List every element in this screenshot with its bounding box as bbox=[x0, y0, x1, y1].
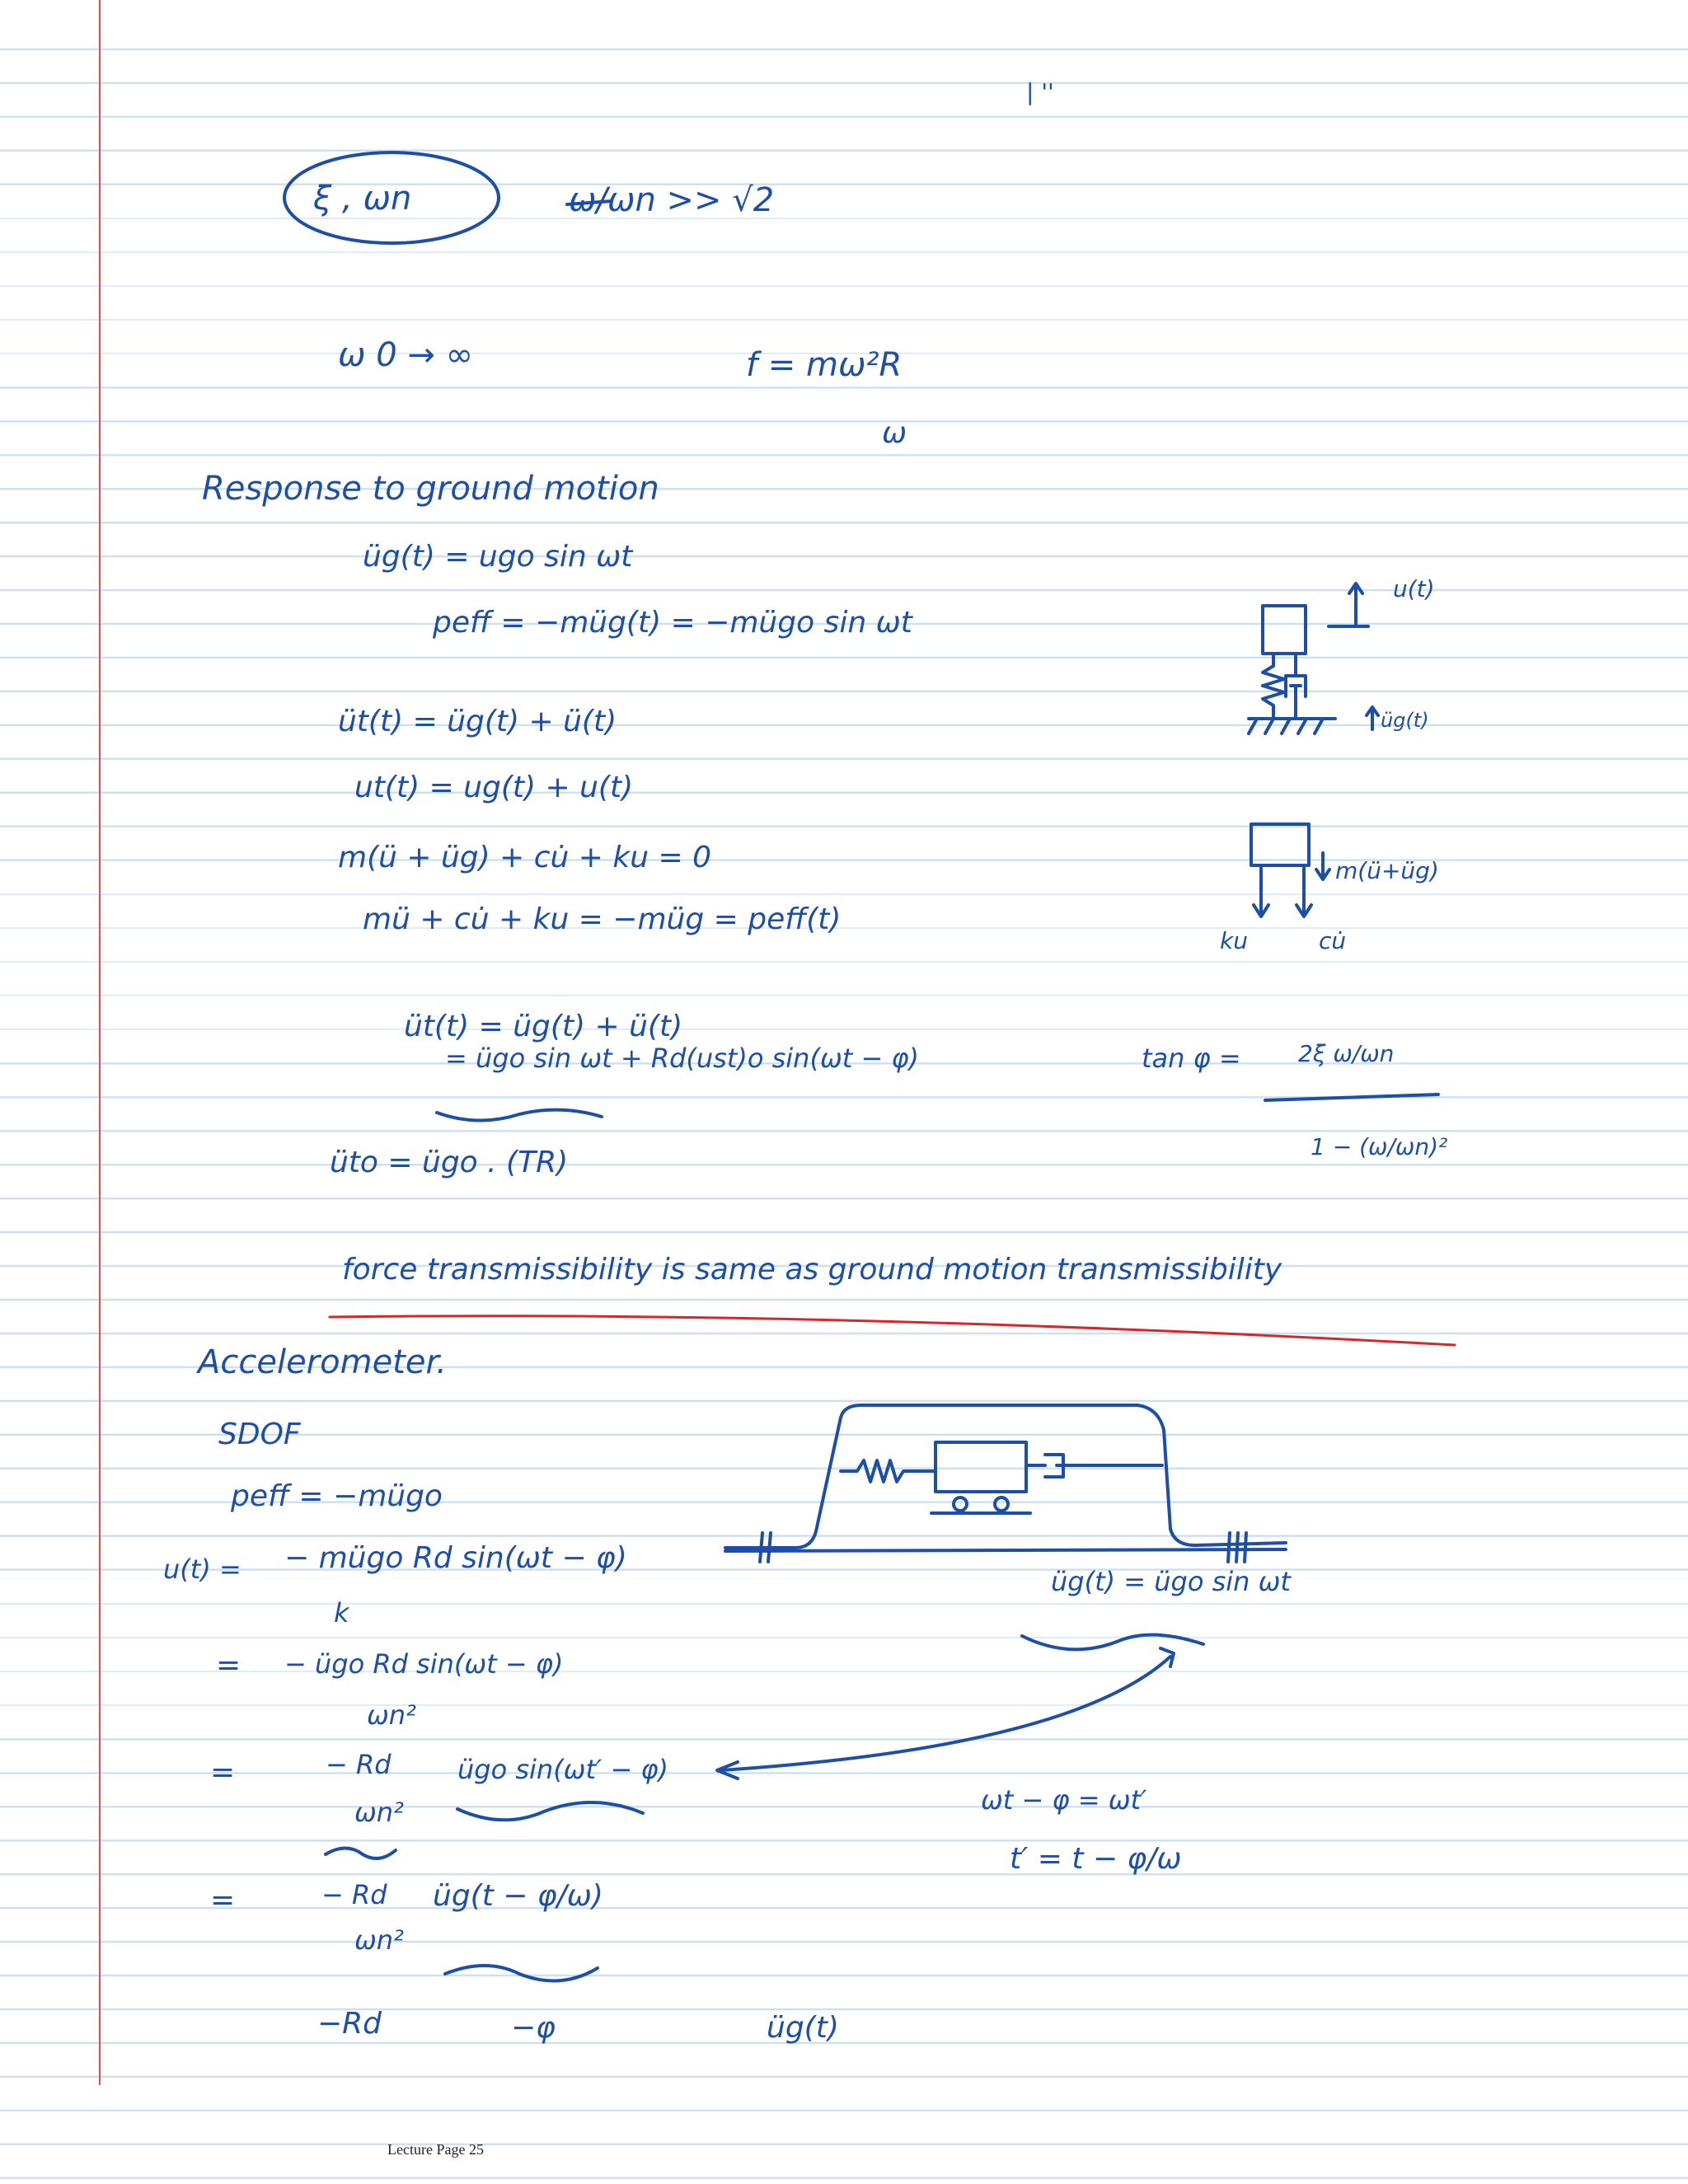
fbd-damper-force bbox=[1296, 865, 1311, 916]
accel-wheel-left bbox=[954, 1497, 967, 1511]
circled-params: ξ , ωn bbox=[313, 180, 412, 218]
u-eq2-denominator: ωn² bbox=[367, 1699, 416, 1731]
total-disp-def: ut(t) = ug(t) + u(t) bbox=[354, 771, 634, 804]
sdof-label: SDOF bbox=[218, 1418, 301, 1451]
label-inertia: m(ü+üg) bbox=[1335, 857, 1439, 884]
peff-eq: peff = −müg(t) = −mügo sin ωt bbox=[433, 606, 912, 640]
u-eq4-rhs: üg(t − φ/ω) bbox=[433, 1879, 603, 1913]
last-rd: −Rd bbox=[317, 2007, 382, 2041]
heading-ground-motion: Response to ground motion bbox=[202, 470, 659, 508]
total-acc-eq: üt(t) = üg(t) + ü(t) bbox=[404, 1010, 683, 1043]
accel-spring bbox=[841, 1460, 935, 1482]
fbd-mass bbox=[1251, 824, 1309, 865]
sdof-ug-arrow bbox=[1367, 707, 1378, 729]
ground-acc-eq: üg(t) = ugo sin ωt bbox=[363, 540, 633, 574]
heading-accelerometer: Accelerometer. bbox=[198, 1343, 447, 1381]
force-omega: ω bbox=[882, 416, 907, 450]
total-acc-def: üt(t) = üg(t) + ü(t) bbox=[338, 705, 617, 738]
phase-eq-2: t′ = t − φ/ω bbox=[1010, 1842, 1182, 1876]
u-eq-lhs: u(t) = bbox=[163, 1554, 241, 1585]
fbd-inertia-force bbox=[1316, 853, 1329, 879]
u-eq1-numerator: − mügo Rd sin(ωt − φ) bbox=[284, 1541, 627, 1575]
squiggle-base-motion bbox=[1022, 1635, 1203, 1650]
u-eq4-denominator: ωn² bbox=[354, 1924, 404, 1956]
last-phi: −φ bbox=[511, 2011, 556, 2045]
tan-phi-denominator: 1 − (ω/ωn)² bbox=[1311, 1133, 1448, 1160]
label-ug: üg(t) bbox=[1381, 709, 1429, 732]
accel-wheel-right bbox=[995, 1497, 1008, 1511]
motion-eq-1: m(ü + üg) + cu̇ + ku = 0 bbox=[338, 841, 712, 874]
tan-phi-lhs: tan φ = bbox=[1142, 1043, 1241, 1074]
label-cu: cu̇ bbox=[1319, 927, 1347, 954]
eq-sign-4: = bbox=[210, 1883, 236, 1917]
u-eq3-rhs: ügo sin(ωt′ − φ) bbox=[457, 1754, 669, 1785]
u-eq4-numerator: − Rd bbox=[321, 1879, 387, 1910]
accelerometer-base-line bbox=[725, 1549, 1286, 1551]
u-eq3-denominator: ωn² bbox=[354, 1797, 404, 1828]
tan-phi-numerator: 2ξ ω/ωn bbox=[1298, 1040, 1395, 1067]
transmissibility-note: force transmissibility is same as ground motion transmissibility bbox=[342, 1253, 1282, 1286]
page-footer: Lecture Page 25 bbox=[387, 2141, 484, 2158]
connector-arrowhead bbox=[717, 1762, 738, 1779]
accel-damper bbox=[1026, 1455, 1162, 1477]
motion-eq-2: mü + cu̇ + ku = −müg = peff(t) bbox=[363, 902, 842, 936]
force-eq: f = mω²R bbox=[746, 346, 903, 384]
last-ug: üg(t) bbox=[767, 2011, 839, 2045]
squiggle-rd-sin bbox=[437, 1110, 602, 1121]
phase-eq-1: ωt − φ = ωt′ bbox=[981, 1784, 1147, 1816]
accel-mass bbox=[935, 1442, 1026, 1492]
sdof-mass bbox=[1263, 606, 1306, 654]
accel-right-tick bbox=[1228, 1533, 1246, 1562]
eq-sign-2: = bbox=[216, 1648, 241, 1682]
section-divider bbox=[330, 1316, 1455, 1345]
u-eq3-numerator: − Rd bbox=[326, 1749, 392, 1780]
margin-line bbox=[99, 0, 101, 2085]
accelerometer-housing bbox=[725, 1405, 1286, 1548]
total-acc-eq-2: = ügo sin ωt + Rd(ust)o sin(ωt − φ) bbox=[445, 1043, 920, 1074]
ut0-eq: üto = ügo . (TR) bbox=[330, 1146, 569, 1179]
label-u: u(t) bbox=[1393, 575, 1435, 602]
sdof-damper bbox=[1286, 654, 1306, 717]
squiggle-rd-omega bbox=[326, 1849, 396, 1858]
fbd-spring-force bbox=[1254, 865, 1268, 916]
squiggle-ug-shift bbox=[445, 1966, 598, 1981]
sdof-u-arrow bbox=[1329, 583, 1368, 626]
label-ku: ku bbox=[1220, 927, 1248, 954]
accel-left-tick bbox=[760, 1533, 771, 1562]
top-marks: | '' bbox=[1026, 78, 1054, 105]
u-eq1-denominator: k bbox=[334, 1597, 349, 1629]
connector-arrow bbox=[721, 1648, 1174, 1770]
omega-range: ω 0 → ∞ bbox=[338, 336, 473, 374]
sdof-ground bbox=[1249, 719, 1335, 733]
peff-acc-eq: peff = −mügo bbox=[231, 1479, 443, 1513]
tan-phi-fraction-bar bbox=[1265, 1094, 1438, 1100]
ratio-condition: ω/ωn >> √2 bbox=[569, 181, 775, 219]
u-eq2-numerator: − ügo Rd sin(ωt − φ) bbox=[284, 1648, 564, 1680]
eq-sign-3: = bbox=[210, 1755, 236, 1789]
base-motion-label: üg(t) = ügo sin ωt bbox=[1051, 1566, 1291, 1597]
squiggle-ugo-sin bbox=[457, 1802, 643, 1820]
sdof-spring bbox=[1263, 654, 1284, 717]
